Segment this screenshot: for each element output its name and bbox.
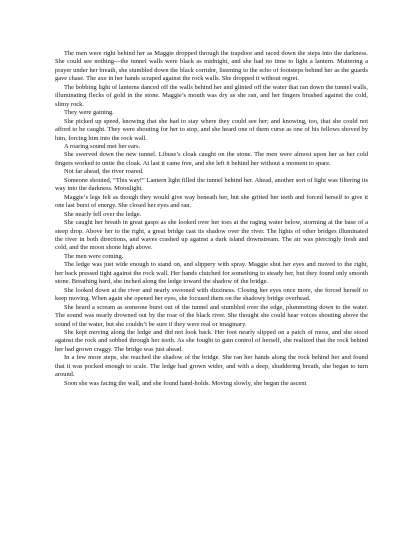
paragraph: The men were right behind her as Maggie dropped through the trapdoor and raced down the steps into the darkness. She could see nothing—the tunnel walls were black as midnight, and she had no time to light a lantern. Muttering a prayer under her breath, she stumbled down the black corridor, listening to the echo of footsteps behind her as the guards gave chase. The axe in her hands scraped against the rock walls. She dropped it without regret. (55, 50, 368, 83)
paragraph: She caught her breath in great gasps as she looked over her toes at the raging water below, storming at the base of a steep drop. Above her to the right, a great bridge cast its shadow over the river. The lights of other bridges illuminated the river in both directions, and waves crashed up against a dark island downstream. The air was piercingly fresh and cold, and the moon shone high above. (55, 219, 368, 252)
paragraph: She nearly fell over the ledge. (64, 210, 142, 218)
paragraph: She swerved down the new tunnel. Libuse’s cloak caught on the stone. The men were almost upon her as her cold fingers worked to untie the cloak. At last it came free, and she left it behind her without a moment to spare. (55, 151, 368, 167)
paragraph: A roaring sound met her ears. (64, 142, 141, 150)
paragraph: They were gaining. (64, 109, 114, 117)
paragraph: The bobbing light of lanterns danced off the walls behind her and glinted off the water that ran down the tunnel walls, illuminating flecks of gold in the stone. Maggie’s mouth was dry as she ran, and her fingers brushed against the cold, slimy rock. (55, 83, 368, 108)
paragraph: Not far ahead, the river roared. (64, 168, 144, 176)
paragraph: The ledge was just wide enough to stand on, and slippery with spray. Maggie shut her eyes and moved to the right, her back pressed tight against the rock wall. Her hands clutched for something to steady her, but they found only smooth stone. Breathing hard, she inched along the ledge toward the shadow of the bridge. (55, 261, 368, 286)
paragraph: Someone shouted, “This way!” Lantern light filled the tunnel behind her. Ahead, another sort of light was filtering its way into the darkness. Moonlight. (55, 176, 368, 193)
paragraph: She picked up speed, knowing that she had to stay where they could see her; and knowing, too, that she could not afford to be caught. They were shouting for her to stop, and she heard one of them curse as one of his fellows shoved by him, forcing him into the rock wall. (55, 117, 368, 142)
paragraph: She heard a scream as someone burst out of the tunnel and stumbled over the edge, plummeting down to the water. The sound was nearly drowned out by the roar of the black river. She thought she could hear voices shouting above the sound of the water, but she couldn’t be sure if they were real or imaginary. (55, 303, 368, 328)
paragraph: The men were coming. (64, 252, 124, 260)
paragraph: She looked down at the river and nearly swooned with dizziness. Closing her eyes once more, she forced herself to keep moving. When again she opened her eyes, she focused them on the shadowy bridge overhead. (55, 286, 368, 303)
paragraph: Soon she was facing the wall, and she found hand-holds. Moving slowly, she began the ascent (64, 379, 307, 387)
paragraph: She kept moving along the ledge and did not look back. Her foot nearly slipped on a patch of moss, and she stood against the rock and sobbed through her teeth. As she fought to gain control of herself, she realized that the rock behind her had grown craggy. The bridge was just ahead. (55, 328, 368, 353)
paragraph: Maggie’s legs felt as though they would give way beneath her, but she gritted her teeth and forced herself to give it one last burst of energy. She closed her eyes and ran. (55, 193, 368, 210)
paragraph: In a few more steps, she reached the shadow of the bridge. She ran her hands along the rock behind her and found that it was pocked enough to scale. The ledge had grown wider, and with a deep, shuddering breath, she began to turn around. (55, 354, 368, 379)
